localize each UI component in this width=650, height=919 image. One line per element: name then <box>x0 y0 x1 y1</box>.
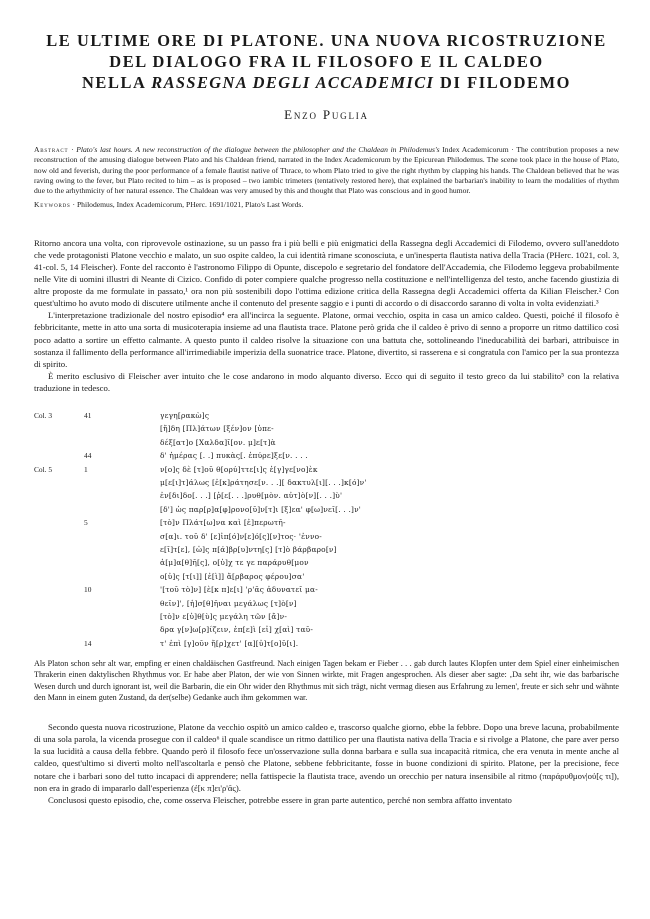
section-2 <box>34 721 619 806</box>
intro-section <box>34 237 619 394</box>
german-translation: Als Platon schon sehr alt war, empfing er einen chaldäischen Gastfreund. Nach einigen Tagen bekam er Fieber . . . gab durch lautes Klopfen unter dem Spiel einer einheimischen Thrakerin einen daktylischen Rhythmus vor. Er habe aber Platon, der wie von Sinnen wirkte, mit Fragen angesprochen. Als dieser aber sagte: ‚Da seht ihr, wie das barbarische Wesen durch und durch ignorant ist, weil die Barbarin, die ein Ohr wider den Rhythmus mit sich trägt, nicht vermag diesen aus Erfahrung zu lernen', freute er sich sehr und wähnte den Mann in einem guten Zustand, da der(selbe) Gedanke auch ihm gekommen war. <box>34 659 619 702</box>
intro-paragraph-3: È merito esclusivo di Fleischer aver intuito che le cose andarono in modo alquanto diverso. Ecco qui di seguito il testo greco da lui stabilito⁵ con la relativa traduzione in tedesco. <box>34 370 619 393</box>
greek-line-text: ἐν[δι]δο[. . .] [ῥ[ε[. . .]ρυθ[μὸν. αὐτ]ὸ[ν][. . .]ὺ' <box>160 491 343 501</box>
greek-line <box>34 571 619 583</box>
greek-line <box>34 517 619 529</box>
greek-line-text: ἀ[μ]α[θ]ῆ[ς], ο[ὐ]χ τε γε παράρυθ[μον <box>160 558 309 568</box>
greek-line-text: γεγη[ρακὼ]ς <box>160 411 210 420</box>
greek-line-number: 14 <box>84 638 92 648</box>
keywords-separator: · <box>70 200 77 210</box>
keywords-label: Keywords <box>34 200 71 210</box>
title-line-3-italic: RASSEGNA DEGLI ACCADEMICI <box>151 73 435 92</box>
title-line-2: DEL DIALOGO FRA IL FILOSOFO E IL CALDEO <box>109 52 544 71</box>
greek-line-text: δρα γ[ν]ω[ρ]ίζειν, ἐπ[ε]ὶ [εἰ] χ[αὶ] ταῦ- <box>160 625 314 635</box>
keywords-text: Philodemus, Index Academicorum, PHerc. 1691/1021, Plato's Last Words. <box>76 200 304 210</box>
greek-line <box>34 450 619 462</box>
greek-line-text: [ἤ]δη [Πλ]άτων [ξέν]ον [ὑπε- <box>160 424 274 434</box>
greek-line <box>34 464 619 476</box>
greek-line-text: σ[α]ι. τοῦ δ' [ε]ἰπ[ό]ν[ε]ό[ς][ν]τος· 'ἐννο- <box>160 531 322 541</box>
greek-line <box>34 490 619 502</box>
greek-line-number: 41 <box>84 411 92 420</box>
greek-line <box>34 557 619 569</box>
greek-line-text: τ' ἐπὶ [γ]οῦν ἤ[ρ]χετ' [α][ὐ]τ[ο]ῦ[ι]. <box>160 638 299 648</box>
greek-line-text: '[τοῦ τὸ]ν] [ὲ[κ π]ε[ι] 'ρ'ᾶς ἀδυνατεῖ μα- <box>160 585 318 595</box>
greek-line-text: [τὸ]ν Πλάτ[ω]να καὶ [ἐ]περωτῆ- <box>160 518 286 528</box>
greek-line <box>34 611 619 623</box>
abstract <box>34 145 619 196</box>
greek-column-label: Col. 3 <box>34 411 53 420</box>
greek-line-text: μ[ε[ι]τ]άλως [ἐ[κ]ράτησε[ν. . .][ δακτυλ[ι][. . .]κ[ό]ν' <box>160 478 367 487</box>
greek-line-text: δ' ἡμέρας [. .] πυκὰς[. ἐπύρε]ξε[ν. . . . <box>160 451 308 461</box>
keywords <box>34 200 619 210</box>
abstract-english-title: Plato's last hours. A new reconstruction of the dialogue between the philosopher and the Chaldean in Philodemus's <box>76 145 440 154</box>
greek-line <box>34 410 619 422</box>
greek-line <box>34 624 619 636</box>
greek-line <box>34 531 619 543</box>
greek-line-text: ν[ο]ς δὲ [τ]οῦ θ[ορύ]ττε[ι]ς ἐ[γ]γε[νο]ὲκ <box>160 464 318 474</box>
greek-line <box>34 598 619 610</box>
greek-line-text: [δ'] ὡς παρ[ρ]α[φ]ρονο[ῦ]ν[τ]ι [ξ]εα' φ[ω]νεῖ[. . .]ν' <box>160 504 362 514</box>
title-line-1: LE ULTIME ORE DI PLATONE. UNA NUOVA RICOSTRUZIONE <box>46 31 607 50</box>
greek-line-text: ο[ὐ]ς [τ[ι]] [ἐ[ὶ]] ἄ[ρβαρος φέρου]σα' <box>160 571 305 581</box>
greek-text-block <box>34 410 619 652</box>
greek-line-text: θεῖν]', [ἡ]σ[θ]ῆναι μεγάλως [τ]ὸ[ν] <box>160 598 297 608</box>
greek-line-number: 5 <box>84 518 88 528</box>
abstract-label: Abstract <box>34 145 69 154</box>
article-page <box>34 30 619 806</box>
greek-column-label: Col. 5 <box>34 464 53 474</box>
greek-line <box>34 504 619 516</box>
title-line-3-pre: NELLA <box>81 73 152 92</box>
author-name: Enzo Puglia <box>284 107 369 122</box>
greek-line <box>34 638 619 650</box>
greek-line <box>34 544 619 556</box>
intro-paragraph-1: Ritorno ancora una volta, con riprovevole ostinazione, su un passo fra i più belli e più enigmatici della Rassegna degli Accademici di Filodemo, ovvero sull'aneddoto che vede protagonisti Platone vecchio e malato, un suo ospite caldeo, la cui identità rimane sconosciuta, e un'inesperta flautista nativa della Tracia (PHerc. 1021, col. 3, 41-col. 5, 14 Fleischer). Fonte del racconto è l'astronomo Filippo di Opunte, discepolo e segretario del fondatore dell'Accademia, che Filodemo leggeva probabilmente nelle Vite di uomini illustri di Neante di Cizico. Confido di poter compiere qualche progresso nella costituzione e nell'intelligenza del testo, anche facendo giustizia di altre proposte da me formulate in passato,¹ ora non più sostenibili dopo l'ottima edizione critica della Rassegna degli Accademici offerta da Kilian Fleischer.² Con quest'ultimo ho avuto modo di discutere utilmente anche il contenuto del presente saggio e i punti di accordo o di disaccordo saranno di volta in volta evidenziati.³ <box>34 237 619 309</box>
greek-line <box>34 477 619 489</box>
abstract-index-title: Index Academicorum <box>439 145 509 154</box>
greek-line-number: 1 <box>84 464 88 474</box>
abstract-text: · The contribution proposes a new reconstruction of the amusing dialogue between Plato and his Chaldean friend, narrated in the Index Academicorum by the Epicurean Philodemus. The scene took place in the house of Plato, now old and feverish, during the poor performance of a female flautist native of Thrace, to whom Plato tried to give the right rhythm by clapping his hands. The Chaldean believed that he was raving owing to the fever, but Plato recited to him – as is proposed – two iambic trimeters (tentatively restored here), that explained the barbarian's inability to learn the modalities of rhythm due to the arhythmicity of her natural essence. The Chaldean was very amused by this and thought that Plato was conscious and in good humor. <box>34 145 619 196</box>
greek-line-text: ε[ῖ]τ[ε], [ὡ]ς π[ά]βρ[υ]ντη[ς] [τ]ὸ βάρβαρο[ν] <box>160 545 337 554</box>
greek-line-number: 44 <box>84 451 92 461</box>
section-2-paragraph-2: Conclusosi questo episodio, che, come osserva Fleischer, potrebbe essere in gran parte autentico, perché non sembra affatto inventato <box>48 794 512 805</box>
greek-line <box>34 423 619 435</box>
greek-line-number: 10 <box>84 585 92 595</box>
section-2-paragraph-1: Secondo questa nuova ricostruzione, Platone da vecchio ospitò un amico caldeo e, trascorso qualche giorno, ebbe la febbre. Dopo una breve lacuna, probabilmente di una sola parola, la vicenda prosegue con il caldeo⁶ il quale scandisce un ritmo dattilico per una flautista nativa della Tracia e si rivolge a Platone, che pare aver perso la sua lucidità a causa della febbre. Quando però il filosofo fece un'osservazione sulla donna barbara e sulla sua incapacità ritmica, che era venuta in mente anche al caldeo, quest'ultimo si divertì molto nell'ascoltarla e pensò che Platone, sebbene febbricitante, fosse in buone condizioni di spirito. Platone, per la precisione, fece notare che i barbari sono del tutto incapaci di apprendere; nella fattispecie la flautista trace, avendo un orecchio per natura insensibile al ritmo (παράρυθμον|οὐ[ς τι]), non era in grado di impararlo dall'esperienza (ἐ[κ π]ει'ρ'ᾶς). <box>34 722 619 793</box>
greek-line-text: [τὸ]ν ε[ὐ]θ[ὺ]ς μεγάλη τῶν [ἄ]ν- <box>160 612 288 621</box>
intro-paragraph-2: L'interpretazione tradizionale del nostro episodio⁴ era all'incirca la seguente. Platone, ormai vecchio, ospita in casa un amico caldeo. Questi, poiché il filosofo è febbricitante, mette in atto una sorta di musicoterapia insieme ad una flautista trace. Platone però grida che il caldeo è privo di senno a proporre un ritmo dattilico così poco adatto a sortire un effetto calmante. A questo punto il caldeo risolve la situazione con una battuta che, sottolineando l'ineducabilità dei barbari, attribuisce in sostanza il fallimento della performance all'irrimediabile imperizia della suonatrice trace. Platone, divertito, si rasserena e si congratula con l'amico per la sua prontezza di spirito. <box>34 310 619 369</box>
article-title <box>34 30 619 93</box>
greek-line-text: δέξ[ατ]ο [Χαλδα]ῖ[ον. μ]ε[τ]ὰ <box>160 437 276 447</box>
title-line-3-post: DI FILODEMO <box>434 73 571 92</box>
abstract-separator: · <box>68 145 77 154</box>
greek-line <box>34 584 619 596</box>
greek-line <box>34 437 619 449</box>
